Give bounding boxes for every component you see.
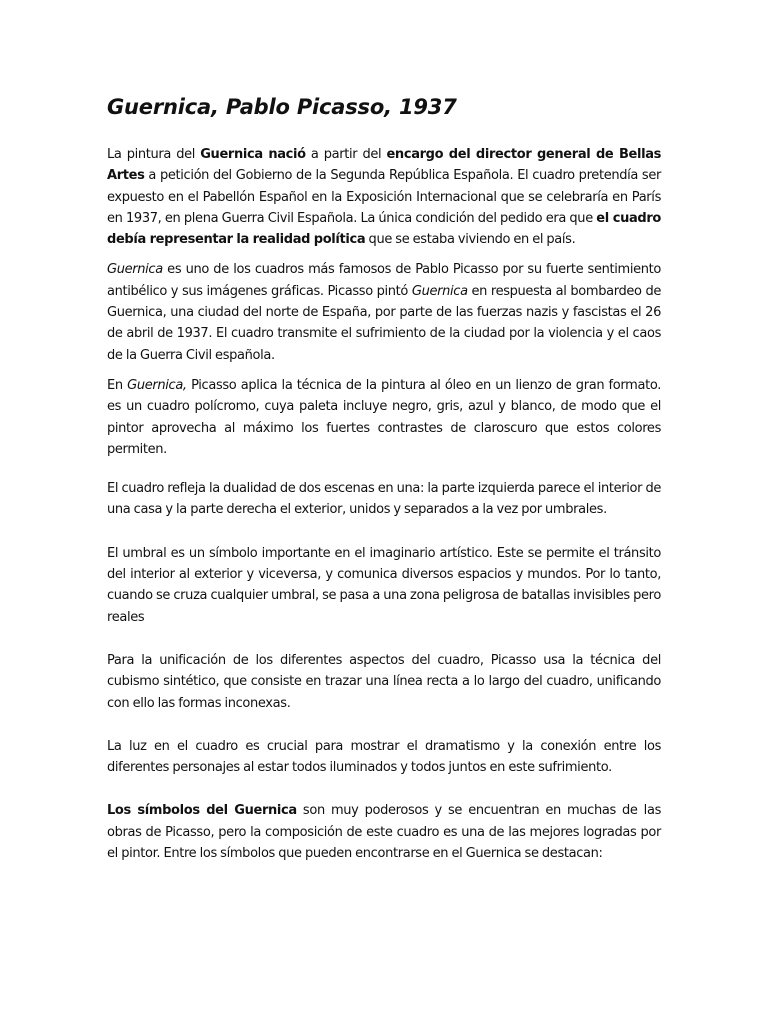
bold-run: Guernica nació — [200, 147, 306, 162]
paragraph-commission — [107, 144, 661, 250]
text-run: Picasso aplica la técnica de la pintura al óleo en un lienzo de gran formato. es un cuadro polícromo, cuya paleta incluye negro, gris, azul y blanco, de modo que el pintor aprovecha al máximo los fuertes contrastes de claroscuro que estos colores permiten. — [107, 377, 661, 457]
paragraph-light: La luz en el cuadro es crucial para mostrar el dramatismo y la conexión entre los diferentes personajes al estar todos iluminados y todos juntos en este sufrimiento. — [107, 738, 661, 776]
text-run: es uno de los cuadros más famosos de Pablo Picasso por su fuerte sentimiento antibélico y sus imágenes gráficas. Picasso pintó — [107, 262, 661, 299]
text-run: a partir del — [305, 147, 387, 162]
text-run: en respuesta al bombardeo de Guernica, una ciudad del norte de España, por parte de las fuerzas nazis y fascistas el 26 de abril de 1937. El cuadro transmite el sufrimiento de la ciudad por la violencia y el caos de la Guerra Civil española. — [107, 283, 662, 363]
paragraph-duality: El cuadro refleja la dualidad de dos escenas en una: la parte izquierda parece el interior de una casa y la parte derecha el exterior, unidos y separados a la vez por umbrales. — [107, 481, 661, 518]
bold-run: encargo del director general de Bellas Artes — [107, 147, 662, 184]
paragraph-threshold: El umbral es un símbolo importante en el imaginario artístico. Este se permite el tránsito del interior al exterior y viceversa, y comunica diversos espacios y mundos. Por lo tanto, cuando se cruza cualquier umbral, se pasa a una zona peligrosa de batallas invisibles pero reales — [107, 545, 661, 625]
paragraph-symbols — [107, 800, 661, 864]
italic-run: Guernica — [107, 262, 163, 278]
paragraph-fame — [107, 259, 661, 365]
text-run: a petición del Gobierno de la Segunda República Española. El cuadro pretendía ser expuesto en el Pabellón Español en la Exposición Internacional que se celebraría en París en 1937, en plena Guerra Civil Española. La única condición del pedido era que — [107, 168, 661, 226]
text-run: En — [107, 377, 128, 393]
italic-run: Guernica, — [127, 377, 187, 393]
text-run: que se estaba viviendo en el país. — [365, 232, 576, 248]
text-run: son muy poderosos y se encuentran en muchas de las obras de Picasso, pero la composición de este cuadro es una de las mejores logradas por el pintor. Entre los símbolos que pueden encontrarse en el Guernica se destacan: — [107, 803, 661, 862]
bold-run: Los símbolos del Guernica — [107, 803, 297, 819]
italic-run: Guernica — [411, 283, 468, 299]
document-title: Guernica, Pablo Picasso, 1937 — [107, 95, 457, 119]
bold-run: el cuadro debía representar la realidad política — [107, 210, 661, 248]
text-run: La pintura del — [107, 147, 201, 162]
paragraph-cubism: Para la unificación de los diferentes aspectos del cuadro, Picasso usa la técnica del cubismo sintético, que consiste en trazar una línea recta a lo largo del cuadro, unificando con ello las formas inconexas. — [107, 652, 661, 711]
paragraph-technique — [107, 375, 661, 460]
